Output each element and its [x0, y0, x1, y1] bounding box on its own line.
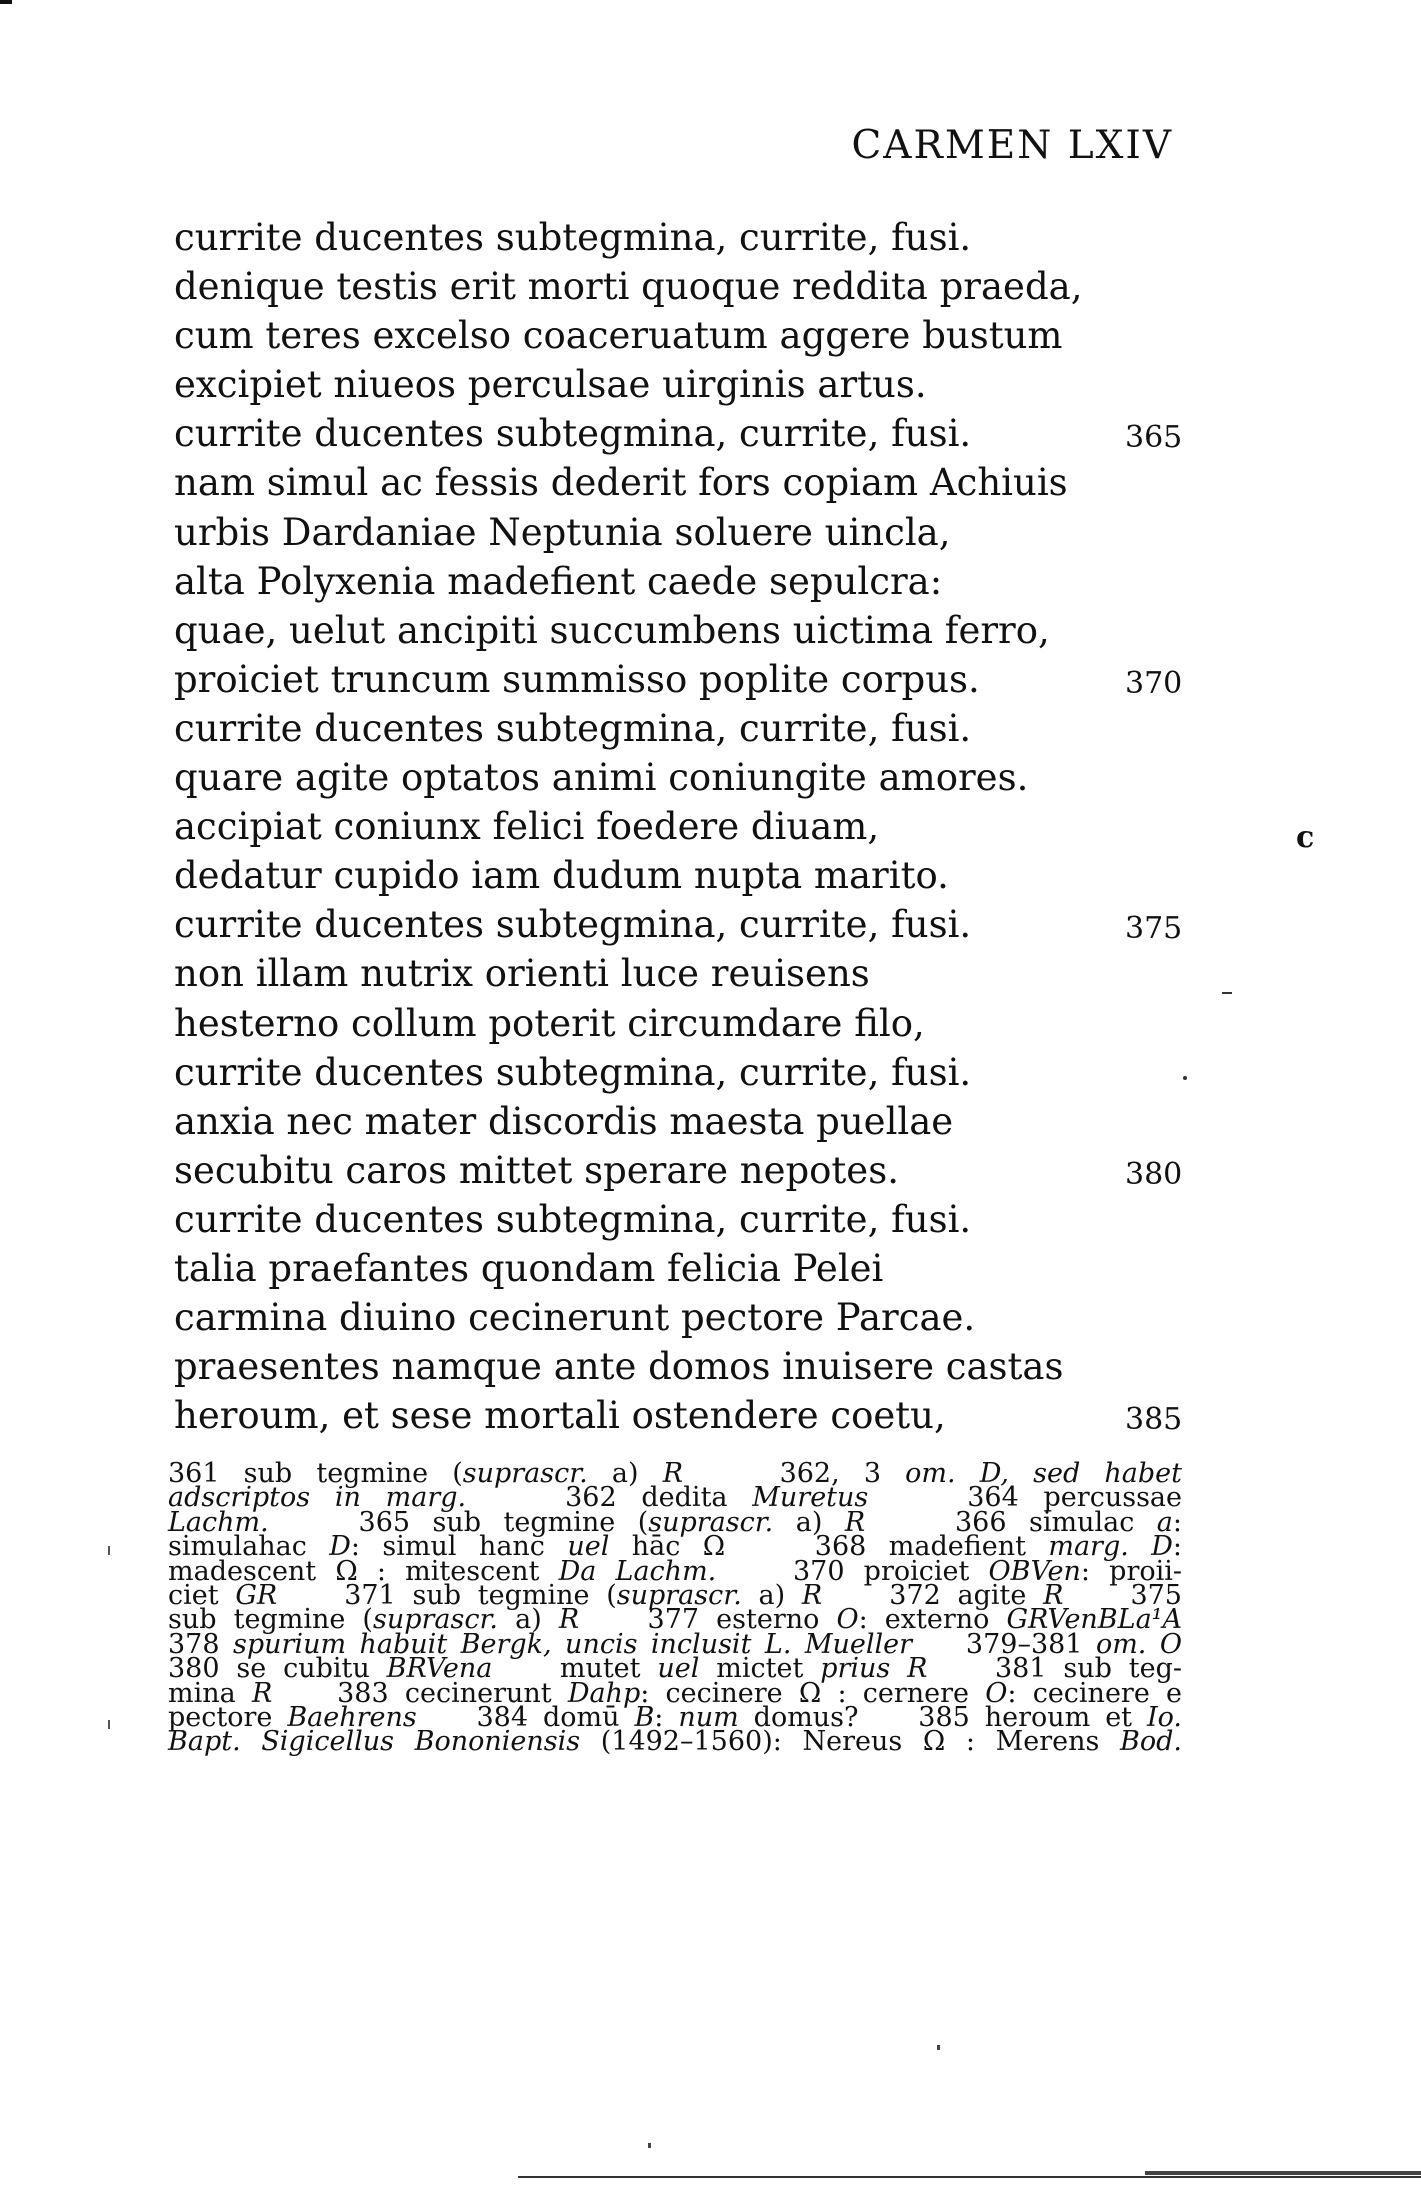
line-number: 380: [1125, 1156, 1183, 1192]
verse-text: proiciet truncum summisso poplite corpus.: [174, 657, 980, 701]
apparatus-text: 383 cecinerunt: [272, 1677, 568, 1709]
verse-text: nam simul ac fessis dederit fors copiam Achiuis: [174, 461, 1068, 505]
line-number: 375: [1125, 911, 1183, 947]
apparatus-text: 384 domū: [416, 1702, 635, 1734]
apparatus-text: simulahac: [168, 1531, 330, 1563]
verse-line: [174, 704, 1184, 753]
apparatus-text: sub tegmine (: [168, 1604, 373, 1636]
apparatus-text: ciet: [168, 1580, 236, 1612]
apparatus-italic: Muretus: [752, 1482, 869, 1514]
verse-text: currite ducentes subtegmina, currite, fusi.: [174, 706, 972, 750]
verse-text: heroum, et sese mortali ostendere coetu,: [174, 1394, 946, 1438]
apparatus-italic: Dahp: [567, 1677, 641, 1709]
verse-line: [174, 851, 1184, 900]
apparatus-text: madescent Ω : mitescent: [168, 1555, 559, 1587]
speck: [648, 2143, 651, 2148]
margin-tick: [108, 1546, 110, 1555]
apparatus-text: :: [1172, 1506, 1182, 1538]
apparatus-italic: O: [836, 1604, 859, 1636]
apparatus-text: :: [654, 1702, 679, 1734]
apparatus-italic: uel: [567, 1531, 610, 1563]
apparatus-text: mictet: [699, 1653, 821, 1685]
line-number: 385: [1125, 1402, 1183, 1438]
verse-line: [174, 557, 1184, 606]
apparatus-text: 379–381: [912, 1628, 1096, 1660]
speck: [937, 2045, 940, 2050]
apparatus-text: 380 se cubitu: [168, 1653, 387, 1685]
verse-line: [174, 753, 1184, 802]
apparatus-italic: spurium habuit Bergk, uncis inclusit L. Mueller: [233, 1628, 913, 1660]
apparatus-italic: R: [801, 1580, 823, 1612]
apparatus-italic: R: [662, 1458, 684, 1489]
corner-mark: [0, 0, 12, 4]
margin-tick: [108, 1720, 110, 1729]
verse-text: non illam nutrix orienti luce reuisens: [174, 952, 870, 996]
margin-mark: c: [1296, 820, 1315, 855]
apparatus-line: [168, 1726, 1182, 1758]
apparatus-text: : externo: [858, 1604, 1007, 1636]
apparatus-text: 361 sub tegmine (: [168, 1458, 463, 1489]
apparatus-text: 365 sub tegmine (: [268, 1506, 649, 1538]
line-number: 365: [1125, 420, 1183, 456]
apparatus-italic: Bod.: [1120, 1726, 1182, 1758]
apparatus-italic: R: [1043, 1580, 1064, 1612]
apparatus-text: : simul hanc: [350, 1531, 568, 1563]
apparatus-text: mutet: [492, 1653, 658, 1685]
verse-text: currite ducentes subtegmina, currite, fusi.: [174, 1197, 972, 1241]
apparatus-text: 362, 3: [683, 1458, 906, 1489]
apparatus-text: 371 sub tegmine (: [277, 1580, 617, 1612]
apparatus-italic: R: [844, 1506, 866, 1538]
apparatus-text: domus? 385 heroum et: [738, 1702, 1147, 1734]
apparatus-text: a): [741, 1580, 802, 1612]
apparatus-text: hāc Ω 368 madefient: [609, 1531, 1049, 1563]
apparatus-text: 378: [168, 1628, 233, 1660]
verse-line: [174, 802, 1184, 851]
apparatus-text: pectore: [168, 1702, 288, 1734]
apparatus-italic: OBVen: [988, 1555, 1081, 1587]
apparatus-text: mina: [168, 1677, 252, 1709]
apparatus-text: 372 agit: [822, 1580, 1011, 1612]
margin-dash: [1222, 992, 1232, 994]
apparatus-text: a): [498, 1604, 559, 1636]
apparatus-italic: suprascr.: [372, 1604, 499, 1636]
line-number: 370: [1125, 665, 1183, 701]
apparatus-italic: Da Lachm.: [558, 1555, 717, 1587]
verse-line: [174, 1048, 1184, 1097]
apparatus-italic: BRVena: [386, 1653, 493, 1685]
verse-line: [174, 508, 1184, 557]
verse-line: [174, 900, 1184, 949]
apparatus-text: : proii-: [1080, 1555, 1183, 1587]
apparatus-italic: Io.: [1146, 1702, 1182, 1734]
verse-text: currite ducentes subtegmina, currite, fusi.: [174, 903, 972, 947]
verse-line: [174, 1391, 1184, 1440]
apparatus-italic: O: [985, 1677, 1008, 1709]
verse-line: [174, 1146, 1184, 1195]
verse-text: urbis Dardaniae Neptunia soluere uincla,: [174, 510, 951, 554]
verse-line: [174, 606, 1184, 655]
apparatus-italic: suprascr.: [462, 1458, 588, 1489]
apparatus-text: a): [773, 1506, 845, 1538]
apparatus-text: 364 percussae: [868, 1482, 1182, 1514]
apparatus-text: e: [1010, 1580, 1027, 1612]
verse-text: denique testis erit morti quoque reddita praeda,: [174, 265, 1083, 309]
apparatus-text: : cecinere e: [1007, 1677, 1182, 1709]
apparatus-italic: om. O: [1095, 1628, 1182, 1660]
apparatus-text: (1492–1560): Nereus Ω : Merens: [580, 1726, 1121, 1758]
verse-text: excipiet niueos perculsae uirginis artus.: [174, 363, 927, 407]
verse-line: [174, 1342, 1184, 1391]
apparatus-italic: Bapt. Sigicellus Bononiensis: [168, 1726, 581, 1758]
verse-text: hesterno collum poterit circumdare filo,: [174, 1001, 925, 1045]
verse-line: [174, 409, 1184, 458]
apparatus-italic: marg. D: [1048, 1531, 1173, 1563]
verse-text: carmina diuino cecinerunt pectore Parcae.: [174, 1296, 976, 1340]
verse-text: accipiat coniunx felici foedere diuam,: [174, 805, 880, 849]
apparatus-text: :: [1172, 1531, 1182, 1563]
apparatus-text: a): [587, 1458, 663, 1489]
verse-line: [174, 1097, 1184, 1146]
verse-line: [174, 360, 1184, 409]
apparatus-italic: prius R: [820, 1653, 928, 1685]
apparatus-text: 375: [1063, 1580, 1182, 1612]
verse-text: currite ducentes subtegmina, currite, fusi.: [174, 1050, 972, 1094]
apparatus-italic: Lachm.: [168, 1506, 269, 1538]
apparatus-text: 381 sub teg-: [927, 1653, 1182, 1685]
verse-line: [174, 262, 1184, 311]
apparatus-text: 366 simulac: [865, 1506, 1157, 1538]
apparatus-italic: suprascr.: [616, 1580, 742, 1612]
verse-line: [174, 655, 1184, 704]
verse-text: talia praefantes quondam felicia Pelei: [174, 1246, 884, 1290]
verse-text: currite ducentes subtegmina, currite, fusi.: [174, 216, 972, 259]
apparatus-italic: adscriptos in marg.: [168, 1482, 467, 1514]
verse-line: [174, 999, 1184, 1048]
verse-line: [174, 458, 1184, 507]
apparatus-italic: R: [251, 1677, 273, 1709]
apparatus-italic: R: [558, 1604, 580, 1636]
verse-text: secubitu caros mittet sperare nepotes.: [174, 1148, 899, 1192]
apparatus-italic: uel: [657, 1653, 700, 1685]
verse-text: quae, uelut ancipiti succumbens uictima ferro,: [174, 608, 1050, 652]
apparatus-text: 370 proiciet: [716, 1555, 989, 1587]
apparatus-italic: suprascr.: [648, 1506, 774, 1538]
apparatus-italic: om. D, sed habet: [905, 1458, 1182, 1489]
running-title: CARMEN LXIV: [851, 123, 1173, 168]
verse-line: [174, 311, 1184, 360]
verse-line: [174, 949, 1184, 998]
margin-dot: [1183, 1076, 1187, 1080]
verse-text: dedatur cupido iam dudum nupta marito.: [174, 854, 949, 898]
verse-text: currite ducentes subtegmina, currite, fusi.: [174, 412, 972, 456]
verse-text: quare agite optatos animi coniungite amores.: [174, 756, 1029, 800]
bottom-rule: [518, 2176, 1421, 2178]
verse-text: praesentes namque ante domos inuisere castas: [174, 1345, 1064, 1389]
verse-line: [174, 213, 1184, 262]
verse-block: [174, 213, 1184, 1440]
apparatus-italic: a: [1156, 1506, 1173, 1538]
apparatus-text: 377 esterno: [579, 1604, 837, 1636]
critical-apparatus: [168, 1458, 1183, 1758]
apparatus-italic: num: [678, 1702, 739, 1734]
verse-text: cum teres excelso coaceruatum aggere bustum: [174, 314, 1063, 358]
apparatus-italic: GRVenBLa¹A: [1006, 1604, 1182, 1636]
apparatus-italic: Baehrens: [287, 1702, 417, 1734]
apparatus-text: : cecinere Ω : cernere: [640, 1677, 986, 1709]
verse-line: [174, 1293, 1184, 1342]
verse-line: [174, 1244, 1184, 1293]
apparatus-italic: GR: [235, 1580, 278, 1612]
apparatus-italic: D: [329, 1531, 351, 1563]
verse-text: alta Polyxenia madefient caede sepulcra:: [174, 559, 943, 603]
bottom-rule-thick: [1145, 2171, 1421, 2175]
verse-line: [174, 1195, 1184, 1244]
apparatus-italic: B: [634, 1702, 655, 1734]
verse-text: anxia nec mater discordis maesta puellae: [174, 1099, 954, 1143]
apparatus-text: 362 dedita: [466, 1482, 753, 1514]
